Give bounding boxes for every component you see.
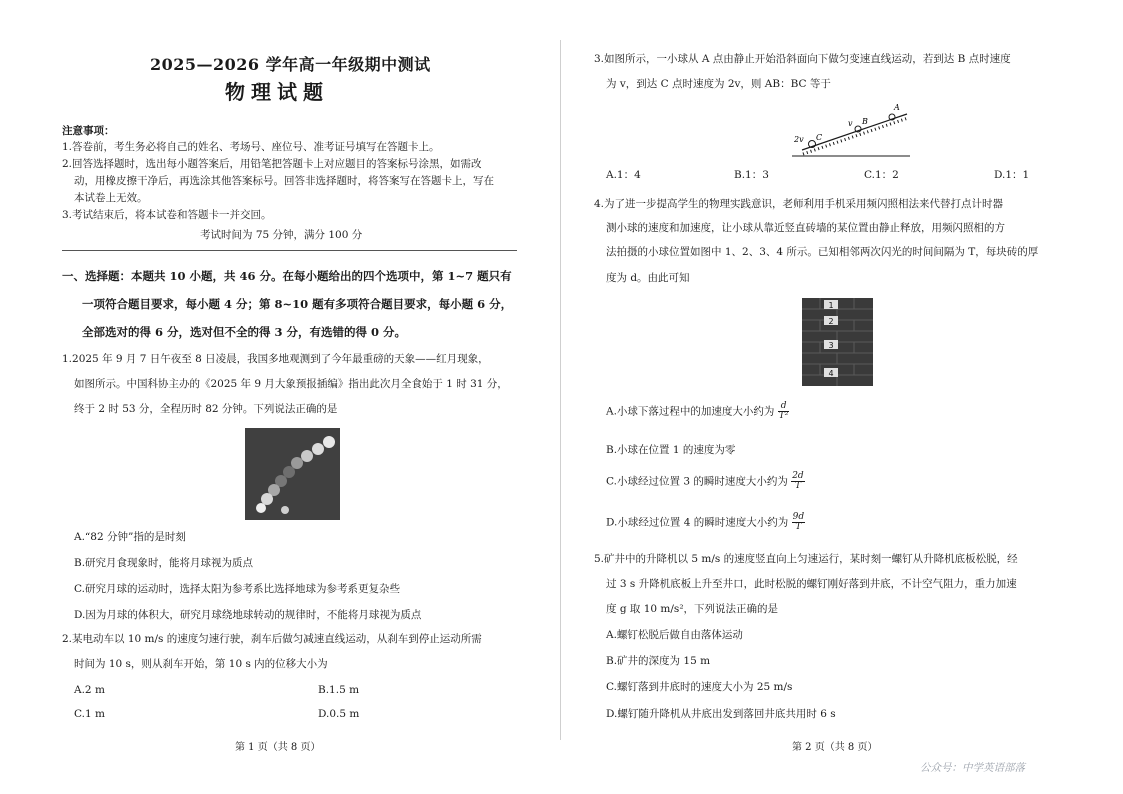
- q5-option-d: D.螺钉随升降机从井底出发到落回井底共用时 6 s: [606, 708, 836, 720]
- q2-option-d: D.0.5 m: [318, 708, 360, 720]
- q1-option-d: D.因为月球的体积大，研究月球绕地球转动的规律时，不能将月球视为质点: [74, 609, 422, 621]
- q3-option-d: D.1：1: [994, 169, 1030, 181]
- exam-title: 2025—2026 学年高一年级期中测试: [150, 55, 431, 74]
- notice-heading: 注意事项：: [62, 125, 115, 137]
- label-b: B: [862, 117, 868, 126]
- fraction: $\frac{2d}{T}$: [792, 471, 804, 491]
- q1-option-a: A.“82 分钟”指的是时刻: [74, 531, 186, 543]
- q4-line: 4.为了进一步提高学生的物理实践意识，老师利用手机采用频闪照相法来代替打点计时器: [594, 198, 1004, 210]
- subject-title: 物理试题: [225, 80, 329, 104]
- q3-option-a: A.1：4: [606, 169, 641, 181]
- q4-option-d-text: D.小球经过位置 4 的瞬时速度大小约为: [606, 516, 789, 529]
- q2-option-a: A.2 m: [74, 684, 105, 696]
- label-v: v: [848, 119, 853, 128]
- q2-line: 2.某电动车以 10 m/s 的速度匀速行驶，刹车后做匀减速直线运动，从刹车到停止运动所需: [62, 633, 482, 645]
- lunar-eclipse-sequence-photo: [245, 428, 340, 520]
- q3-line: 3.如图所示，一小球从 A 点由静止开始沿斜面向下做匀变速直线运动，若到达 B 点时速度: [594, 53, 1011, 65]
- q4-line: 测小球的速度和加速度，让小球从靠近竖直砖墙的某位置由静止释放，用频闪照相的方: [606, 222, 1005, 234]
- page-divider: [560, 40, 561, 740]
- label-a: A: [894, 103, 900, 112]
- exam-info: 考试时间为 75 分钟，满分 100 分: [200, 229, 363, 241]
- q2-option-c: C.1 m: [74, 708, 105, 720]
- q2-option-b: B.1.5 m: [318, 684, 360, 696]
- q5-option-b: B.矿井的深度为 15 m: [606, 655, 711, 667]
- notice-line: 3.考试结束后，将本试卷和答题卡一并交回。: [62, 209, 272, 221]
- photo-label-4: 4: [828, 369, 834, 378]
- q3-option-b: B.1：3: [734, 169, 769, 181]
- q4-option-d: [606, 513, 805, 532]
- q5-line: 5.矿井中的升降机以 5 m/s 的速度竖直向上匀速运行，某时刻一螺钉从升降机底板松脱，经: [594, 553, 1018, 565]
- notice-line: 2.回答选择题时，选出每小题答案后，用铅笔把答题卡上对应题目的答案标号涂黑，如需改: [62, 158, 482, 170]
- q1-option-b: B.研究月食现象时，能将月球视为质点: [74, 557, 254, 569]
- q3-option-c: C.1：2: [864, 169, 899, 181]
- section-title-line: 一、选择题：本题共 10 小题，共 46 分。在每小题给出的四个选项中，第 1~7 题只有: [62, 269, 512, 283]
- notice-line: 本试卷上无效。: [74, 192, 148, 204]
- section-title-line: 一项符合题目要求，每小题 4 分；第 8~10 题有多项符合题目要求，每小题 6 分，: [82, 297, 513, 311]
- left-page: [0, 0, 560, 794]
- incline-diagram: [782, 100, 917, 160]
- q4-option-c-text: C.小球经过位置 3 的瞬时速度大小约为: [606, 475, 788, 488]
- q5-option-c: C.螺钉落到井底时的速度大小为 25 m/s: [606, 681, 793, 693]
- label-c: C: [816, 133, 823, 142]
- q4-line: 法拍摄的小球位置如图中 1、2、3、4 所示。已知相邻两次闪光的时间间隔为 T，每块砖的厚: [606, 246, 1039, 258]
- page-footer: 第 1 页（共 8 页）: [235, 742, 321, 753]
- fraction: $\frac{d}{\text{T²}}$: [778, 401, 789, 421]
- photo-label-3: 3: [828, 341, 834, 350]
- watermark: 公众号：中学英语部落: [920, 762, 1025, 774]
- q1-line: 1.2025 年 9 月 7 日午夜至 8 日凌晨，我国多地观测到了今年最重磅的天象——红月现象，: [62, 353, 489, 365]
- q4-option-a: [606, 402, 789, 421]
- photo-label-2: 2: [828, 317, 834, 326]
- label-2v: 2v: [794, 135, 804, 144]
- notice-line: 1.答卷前，考生务必将自己的姓名、考场号、座位号、准考证号填写在答题卡上。: [62, 141, 440, 153]
- q1-line: 终于 2 时 53 分，全程历时 82 分钟。下列说法正确的是: [74, 403, 338, 415]
- q1-option-c: C.研究月球的运动时，选择太阳为参考系比选择地球为参考系更复杂些: [74, 583, 400, 595]
- page-footer: 第 2 页（共 8 页）: [792, 742, 878, 753]
- divider-line: [62, 250, 517, 251]
- q5-line: 过 3 s 升降机底板上升至井口，此时松脱的螺钉刚好落到井底，不计空气阻力，重力加速: [606, 578, 1017, 590]
- notice-line: 动，用橡皮擦干净后，再选涂其他答案标号。回答非选择题时，将答案写在答题卡上，写在: [74, 175, 494, 187]
- right-page: [562, 0, 1123, 794]
- photo-label-1: 1: [828, 301, 834, 310]
- q5-option-a: A.螺钉松脱后做自由落体运动: [606, 629, 743, 641]
- fraction: $\frac{9d}{T}$: [792, 512, 805, 532]
- section-title-line: 全部选对的得 6 分，选对但不全的得 3 分，有选错的得 0 分。: [82, 325, 407, 339]
- q5-line: 度 g 取 10 m/s²，下列说法正确的是: [606, 603, 779, 615]
- q4-line: 度为 d。由此可知: [606, 272, 690, 284]
- q2-line: 时间为 10 s，则从刹车开始，第 10 s 内的位移大小为: [74, 658, 328, 670]
- q4-option-c: [606, 472, 805, 491]
- q4-option-b: B.小球在位置 1 的速度为零: [606, 444, 736, 456]
- q4-option-a-text: A.小球下落过程中的加速度大小约为: [606, 405, 775, 418]
- q1-line: 如图所示。中国科协主办的《2025 年 9 月大象预报插编》指出此次月全食始于 1 时 31 分，: [74, 378, 508, 390]
- q3-line: 为 v，到达 C 点时速度为 2v，则 AB：BC 等于: [606, 78, 831, 90]
- brick-wall-strobe-photo: [802, 298, 873, 386]
